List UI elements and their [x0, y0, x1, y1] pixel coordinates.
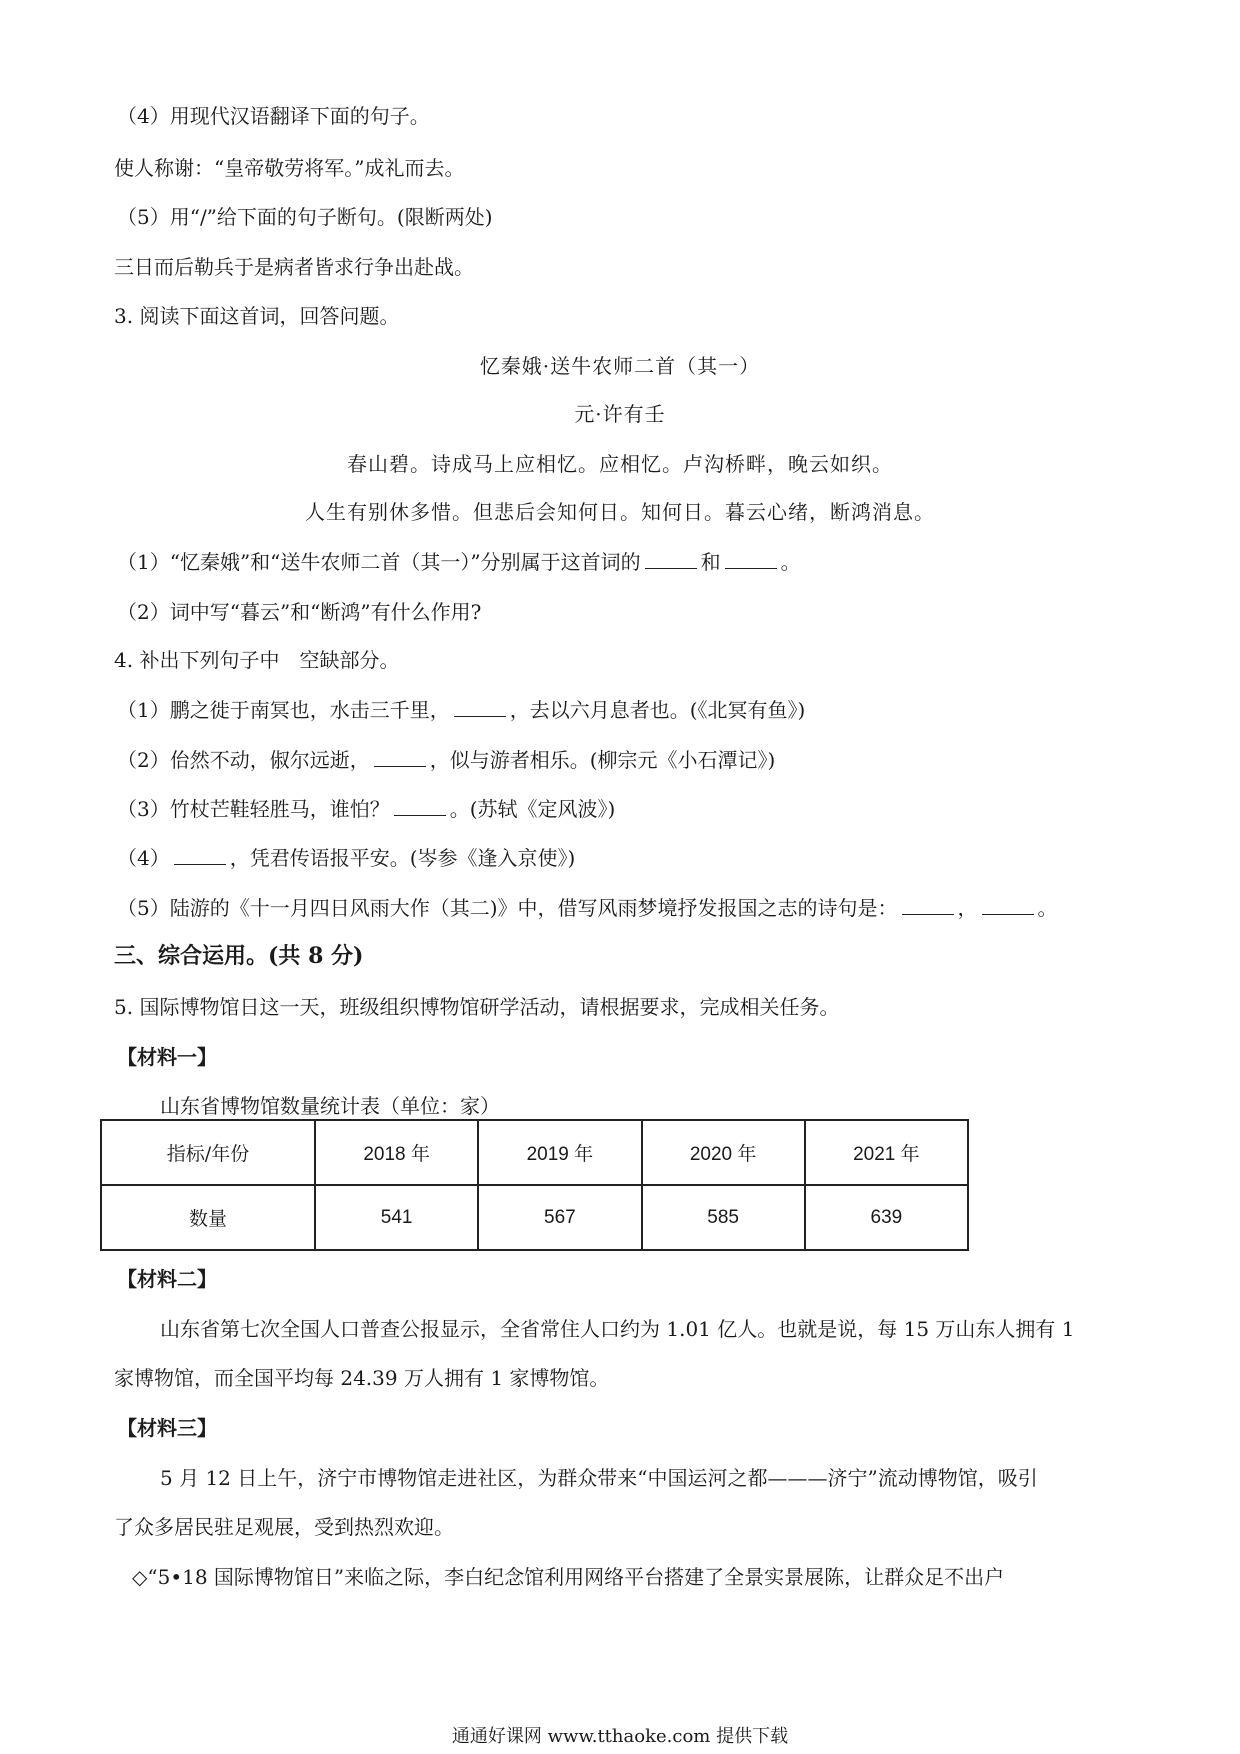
- answer-blank[interactable]: [454, 698, 506, 717]
- material-1-label: 【材料一】: [117, 1045, 217, 1069]
- table-header-cell: 指标/年份: [101, 1120, 315, 1185]
- q4-translate-text: 使人称谢：“皇帝敬劳将军。”成礼而去。: [114, 156, 465, 180]
- q5-punct-text: 三日而后勒兵于是病者皆求行争出赴战。: [114, 255, 474, 279]
- material-3-label: 【材料三】: [117, 1416, 217, 1440]
- answer-blank[interactable]: [725, 550, 777, 569]
- answer-blank[interactable]: [645, 550, 697, 569]
- q5-punct-prompt: （5）用“/”给下面的句子断句。(限断两处): [117, 205, 493, 229]
- fill-4-a: （4）: [117, 846, 170, 870]
- table-header-cell: 2021 年: [805, 1120, 968, 1185]
- fill-3: [117, 795, 615, 823]
- table-cell: 541: [315, 1185, 478, 1250]
- table-cell: 数量: [101, 1185, 315, 1250]
- table-cell: 639: [805, 1185, 968, 1250]
- museum-stats-table: [100, 1119, 969, 1251]
- table-header-cell: 2019 年: [478, 1120, 641, 1185]
- q3-2: （2）词中写“暮云”和“断鸿”有什么作用?: [117, 600, 482, 624]
- material-2-line-2: 家博物馆，而全国平均每 24.39 万人拥有 1 家博物馆。: [114, 1366, 610, 1390]
- fill-3-a: （3）竹杖芒鞋轻胜马，谁怕？: [117, 797, 390, 821]
- poem-line-1: 春山碧。诗成马上应相忆。应相忆。卢沟桥畔，晚云如织。: [347, 452, 893, 476]
- table-header-cell: 2018 年: [315, 1120, 478, 1185]
- section-3-heading: 三、综合运用。(共 8 分): [114, 943, 364, 969]
- answer-blank[interactable]: [394, 797, 446, 816]
- table-header-cell: 2020 年: [642, 1120, 805, 1185]
- material-3-line-3: ◇“5•18 国际博物馆日”来临之际，李白纪念馆利用网络平台搭建了全景实景展陈，让群众足不出户: [132, 1565, 1005, 1589]
- material-2-line-1: 山东省第七次全国人口普查公报显示，全省常住人口约为 1.01 亿人。也就是说，每 15 万山东人拥有 1: [160, 1317, 1075, 1341]
- q4-intro: 4. 补出下列句子中 空缺部分。: [114, 648, 400, 672]
- answer-blank[interactable]: [174, 846, 226, 865]
- material-3-line-1: 5 月 12 日上午，济宁市博物馆走进社区，为群众带来“中国运河之都———济宁”流动博物馆，吸引: [160, 1466, 1038, 1490]
- fill-2-a: （2）佁然不动，俶尔远逝，: [117, 748, 370, 772]
- q3-1-end: 。: [780, 550, 801, 574]
- q5-intro: 5. 国际博物馆日这一天，班级组织博物馆研学活动，请根据要求，完成相关任务。: [114, 995, 840, 1019]
- fill-5-c: 。: [1037, 896, 1058, 920]
- fill-5-a: （5）陆游的《十一月四日风雨大作（其二)》中，借写风雨梦境抒发报国之志的诗句是：: [117, 896, 898, 920]
- poem-line-2: 人生有别休多惜。但悲后会知何日。知何日。暮云心绪，断鸿消息。: [305, 500, 935, 524]
- material-2-label: 【材料二】: [117, 1267, 217, 1291]
- poem-author: 元·许有壬: [574, 402, 666, 426]
- q4-translate-prompt: （4）用现代汉语翻译下面的句子。: [117, 104, 430, 128]
- fill-5-b: ，: [957, 896, 978, 920]
- table-header-row: [101, 1120, 968, 1185]
- q3-intro: 3. 阅读下面这首词，回答问题。: [114, 304, 400, 328]
- q3-1-text: （1）“忆秦娥”和“送牛农师二首（其一）”分别属于这首词的: [117, 550, 641, 574]
- fill-4-b: ，凭君传语报平安。(岑参《逢入京使》): [229, 846, 576, 870]
- q3-1-and: 和: [700, 550, 721, 574]
- answer-blank[interactable]: [982, 896, 1034, 915]
- table-cell: 567: [478, 1185, 641, 1250]
- fill-2-b: ，似与游者相乐。(柳宗元《小石潭记》): [429, 748, 776, 772]
- answer-blank[interactable]: [374, 748, 426, 767]
- fill-1-b: ，去以六月息者也。(《北冥有鱼》): [509, 698, 806, 722]
- fill-1: [117, 696, 805, 724]
- answer-blank[interactable]: [902, 896, 954, 915]
- table-caption: 山东省博物馆数量统计表（单位：家）: [160, 1094, 500, 1118]
- table-row: [101, 1185, 968, 1250]
- poem-title: 忆秦娥·送牛农师二首（其一）: [479, 354, 761, 378]
- fill-5: [117, 894, 1058, 922]
- fill-2: [117, 746, 775, 774]
- page-footer: 通通好课网 www.tthaoke.com 提供下载: [451, 1726, 789, 1747]
- fill-4: [117, 844, 575, 872]
- fill-1-a: （1）鹏之徙于南冥也，水击三千里，: [117, 698, 450, 722]
- fill-3-b: 。(苏轼《定风波》): [449, 797, 616, 821]
- q3-1: [117, 548, 801, 576]
- material-3-line-2: 了众多居民驻足观展，受到热烈欢迎。: [114, 1515, 454, 1539]
- table-cell: 585: [642, 1185, 805, 1250]
